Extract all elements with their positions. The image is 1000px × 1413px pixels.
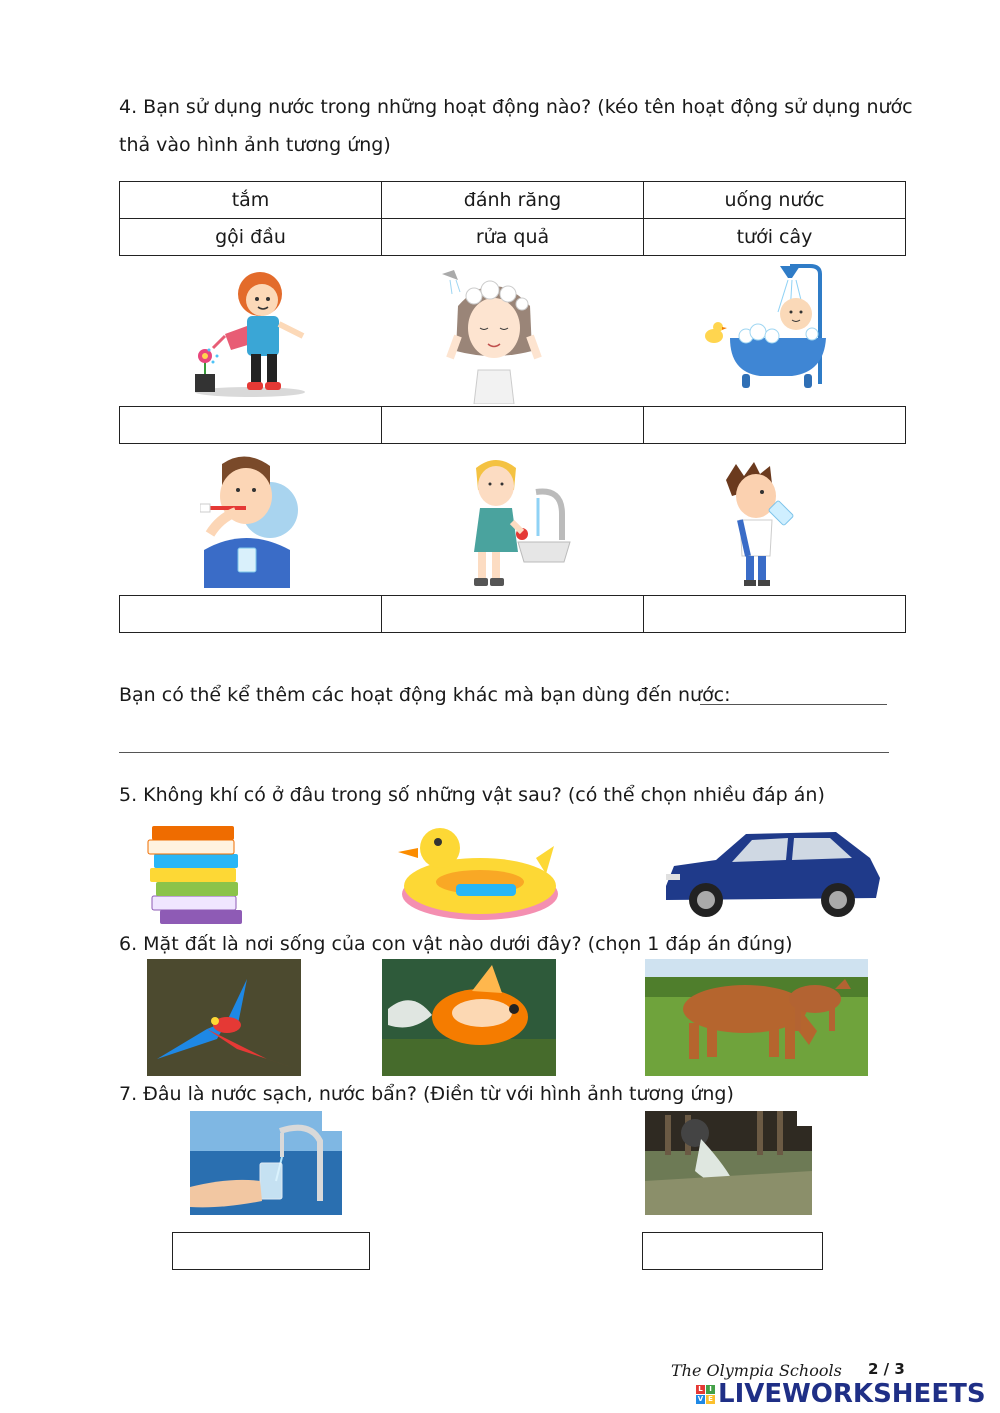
dirty-water-answer-box[interactable] bbox=[642, 1232, 823, 1270]
drop-zone[interactable] bbox=[643, 406, 906, 444]
cows-image[interactable] bbox=[645, 959, 868, 1076]
drop-zone[interactable] bbox=[119, 406, 382, 444]
q4-answer-row-2 bbox=[119, 595, 906, 633]
brushing-teeth-image bbox=[200, 450, 300, 588]
school-name: The Olympia Schools bbox=[671, 1361, 842, 1380]
car-image[interactable] bbox=[660, 828, 882, 918]
dirty-water-image bbox=[645, 1111, 812, 1215]
page-number: 2 / 3 bbox=[868, 1360, 905, 1378]
books-image[interactable] bbox=[142, 826, 247, 928]
liveworksheets-logo[interactable] bbox=[696, 1379, 986, 1409]
drop-zone[interactable] bbox=[381, 595, 644, 633]
q6-question: 6. Mặt đất là nơi sống của con vật nào dưới đây? (chọn 1 đáp án đúng) bbox=[119, 933, 793, 955]
logo-square: V bbox=[697, 1394, 704, 1403]
drop-zone[interactable] bbox=[643, 595, 906, 633]
logo-squares-icon bbox=[696, 1385, 715, 1404]
q4-question bbox=[119, 88, 919, 164]
logo-square: L bbox=[696, 1385, 705, 1394]
answer-line-full[interactable] bbox=[119, 752, 889, 753]
baby-bath-image bbox=[700, 264, 830, 400]
extra-activities-prompt: Bạn có thể kể thêm các hoạt động khác mà bạn dùng đến nước: bbox=[119, 684, 731, 706]
clean-water-image bbox=[190, 1111, 342, 1215]
goldfish-image[interactable] bbox=[382, 959, 556, 1076]
q4-question-line2: thả vào hình ảnh tương ứng) bbox=[119, 134, 391, 156]
clean-water-answer-box[interactable] bbox=[172, 1232, 370, 1270]
word-bank-item[interactable]: uống nước bbox=[644, 182, 906, 219]
duck-float-image[interactable] bbox=[396, 824, 560, 924]
word-bank-item[interactable]: tưới cây bbox=[644, 219, 906, 256]
parrot-image[interactable] bbox=[147, 959, 301, 1076]
drinking-water-image bbox=[718, 462, 808, 588]
word-bank-item[interactable]: tắm bbox=[120, 182, 382, 219]
drop-zone[interactable] bbox=[381, 406, 644, 444]
q4-answer-row-1 bbox=[119, 406, 906, 444]
q4-question-line1: 4. Bạn sử dụng nước trong những hoạt động nào? (kéo tên hoạt động sử dụng nước bbox=[119, 96, 913, 118]
washing-hair-image bbox=[438, 266, 548, 404]
q5-question: 5. Không khí có ở đâu trong số những vật sau? (có thể chọn nhiều đáp án) bbox=[119, 784, 825, 806]
brand-name: LIVEWORKSHEETS bbox=[718, 1379, 986, 1409]
washing-fruit-image bbox=[466, 452, 571, 592]
word-bank-item[interactable]: gội đầu bbox=[120, 219, 382, 256]
drop-zone[interactable] bbox=[119, 595, 382, 633]
logo-square: E bbox=[706, 1395, 715, 1404]
word-bank-item[interactable]: đánh răng bbox=[382, 182, 644, 219]
q7-question: 7. Đâu là nước sạch, nước bẩn? (Điền từ với hình ảnh tương ứng) bbox=[119, 1083, 734, 1105]
word-bank-table bbox=[119, 181, 906, 256]
word-bank-item[interactable]: rửa quả bbox=[382, 219, 644, 256]
watering-plant-image bbox=[185, 264, 315, 399]
answer-line-inline[interactable] bbox=[700, 704, 887, 705]
logo-square: I bbox=[706, 1385, 715, 1394]
